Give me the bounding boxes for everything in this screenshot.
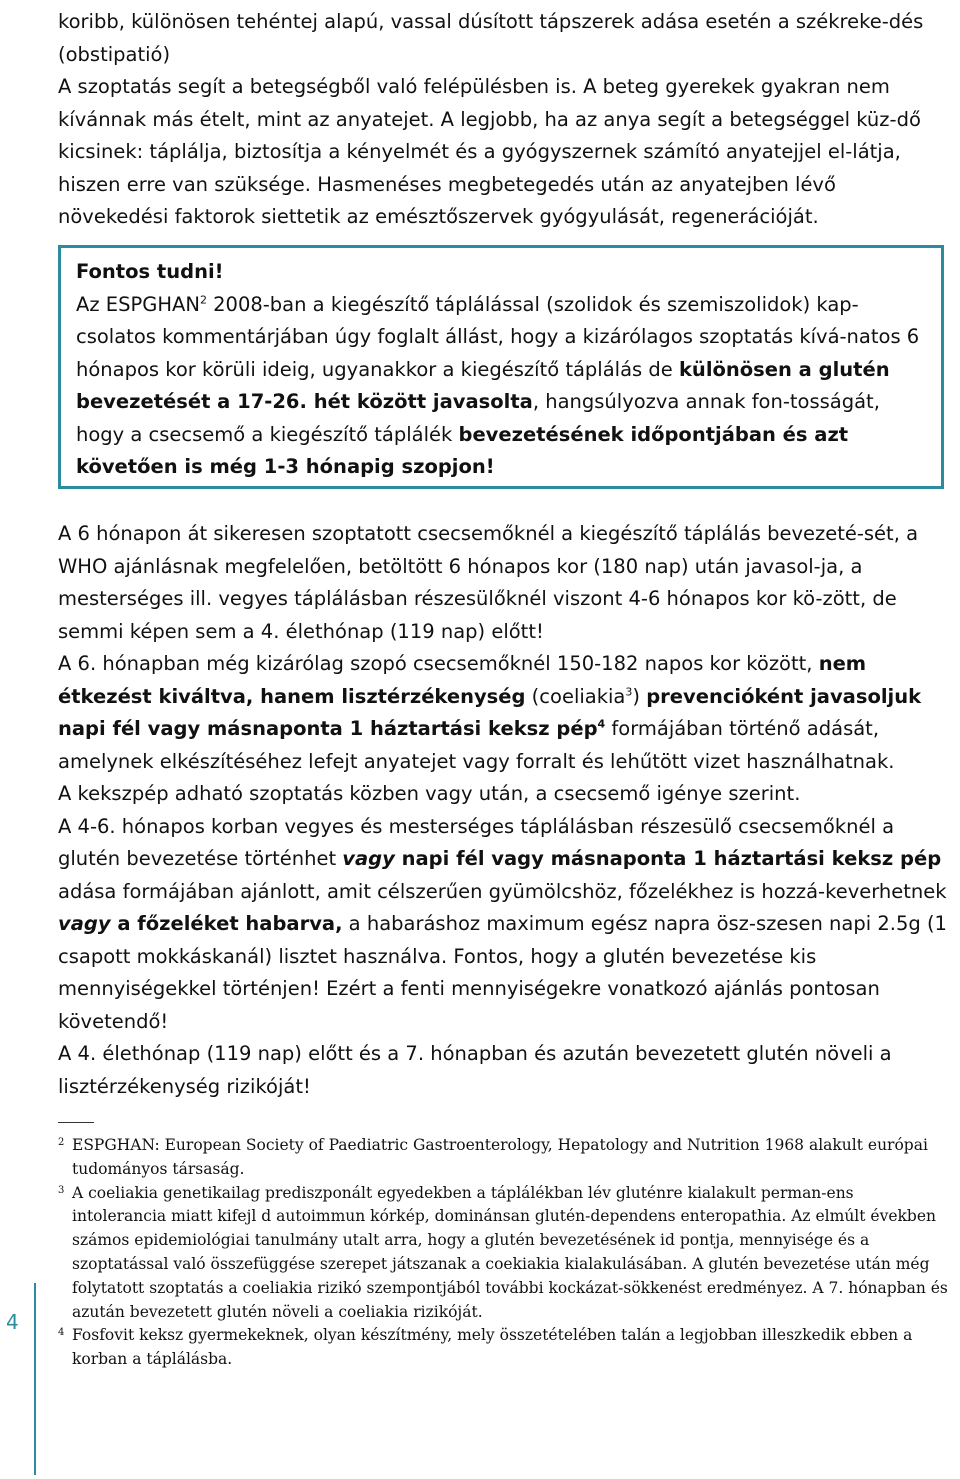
footnote-ref-3: 3 (625, 685, 633, 698)
main-paragraph-4 (58, 811, 948, 1039)
page-margin-line (34, 1283, 36, 1475)
footnote-text: Fosfovit keksz gyermekeknek, olyan készítmény, mely összetételében talán a legjobban illeszkedik ebben a korban a táplálásba. (72, 1326, 913, 1369)
main-paragraph-3: A kekszpép adható szoptatás közben vagy után, a csecsemő igénye szerint. (58, 782, 801, 805)
p4-bold-italic-2: vagy (58, 912, 111, 935)
intro-paragraph-2: A szoptatás segít a betegségből való felépülésben is. A beteg gyerekek gyakran nem kívánnak más ételt, mint az anyatejet. A legjobb, ha az anya segít a betegséggel küz-dő kicsinek: táplálja, biztosítja a kényelmét és a gyógyszernek számító anyatejjel el-látja, hiszen erre van szüksége. Hasmenéses megbetegedés után az anyatejben lévő növekedési faktorok siettetik az emésztőszervek gyógyulását, regenerációját. (58, 75, 921, 228)
footnote-item (58, 1182, 948, 1325)
footnote-item (58, 1324, 948, 1372)
main-paragraph-2 (58, 648, 948, 778)
box-text-1: Az ESPGHAN (76, 292, 200, 316)
p4-bold-italic-1: vagy (342, 847, 395, 870)
footnote-text: A coeliakia genetikailag prediszponált egyedekben a táplálékban lév gluténre kialakult perman-ens intolerancia miatt kifejl d autoimmun kórkép, dominánsan glutén-dependens enteropathia. Az elmúlt években számos epidemiológiai tanulmány utalt arra, hogy a glutén bevezetésének id pontja, mennyisége és a szoptatással való összefüggése szerepet játszanak a coekiakia kialakulásában. A glutén bevezetése után még folytatott szoptatás a coeliakia rizikó szempontjából további kockázat-sökkenést eredményez. A 7. hónapban és azután bevezetett glutén növeli a coeliakia rizikóját. (72, 1183, 948, 1321)
box-text-2: 2008-ban a kiegészítő táplálással (szolidok és szemiszolidok) kap-csolatos kommentárjában úgy foglalt állást, hogy a kizárólagos szoptatás kívá-natos 6 hónapos kor körüli ideig, ugyanakkor a kiegészítő táplálás de (76, 292, 920, 381)
p2-text-1: A 6. hónapban még kizárólag szopó csecsemőknél 150-182 napos kor között, (58, 652, 819, 675)
important-info-box (58, 245, 944, 489)
footnotes (58, 1134, 948, 1372)
p4-text-3: a habaráshoz maximum egész napra ösz-szesen napi 2.5g (1 csapott mokkáskanál) lisztet használva. Fontos, hogy a glutén bevezetése kis mennyiségekkel történjen! Ezért a fenti mennyiségekre vonatkozó ajánlás pontosan követendő! (58, 912, 947, 1033)
intro-text (58, 6, 948, 234)
p2-bold-1: nem étkezést kiváltva, hanem lisztérzékenység (58, 652, 867, 708)
p2-bold-2: prevencióként javasoljuk napi fél vagy másnaponta 1 háztartási keksz pép (58, 684, 922, 740)
footnote-number: 3 (58, 1184, 65, 1196)
footnote-divider (58, 1122, 94, 1123)
box-bold-2: bevezetésének időpontjában és azt követően is még 1-3 hónapig szopjon! (76, 422, 849, 478)
main-paragraph-5: A 4. élethónap (119 nap) előtt és a 7. hónapban és azután bevezetett glutén növeli a lisztérzékenység rizikóját! (58, 1042, 892, 1098)
box-body (76, 289, 927, 484)
p2-text-4: formájában történő adását, amelynek elkészítéséhez lefejt anyatejet vagy forralt és lehűtött vizet használhatnak. (58, 717, 895, 773)
main-text (58, 518, 948, 1103)
intro-paragraph-1: koribb, különösen tehéntej alapú, vassal dúsított tápszerek adása esetén a székreke-dés (obstipatió) (58, 10, 924, 66)
p2-text-3: ) (632, 684, 647, 708)
main-paragraph-1: A 6 hónapon át sikeresen szoptatott csecsemőknél a kiegészítő táplálás bevezeté-sét, a WHO ajánlásnak megfelelően, betöltött 6 hónapos kor (180 nap) után javasol-ja, a mesterséges ill. vegyes táplálásban részesülőknél viszont 4-6 hónapos kor kö-zött, de semmi képen sem a 4. élethónap (119 nap) előtt! (58, 522, 919, 643)
page-number: 4 (6, 1310, 19, 1334)
footnote-number: 2 (58, 1137, 65, 1148)
footnote-text: ESPGHAN: European Society of Paediatric Gastroenterology, Hepatology and Nutrition 1968 alakult európai tudományos társaság. (72, 1136, 928, 1178)
footnote-ref-2: 2 (199, 293, 207, 306)
footnote-number: 4 (58, 1327, 65, 1339)
p2-text-2: (coeliakia (525, 684, 626, 708)
p4-text-2: adása formájában ajánlott, amit célszerűen gyümölcshöz, főzelékhez is hozzá-keverhetnek (58, 879, 947, 903)
footnote-item (58, 1134, 948, 1182)
p4-bold-2: a főzeléket habarva, (110, 912, 343, 935)
p4-bold-1: napi fél vagy másnaponta 1 háztartási keksz pép (394, 847, 942, 870)
p4-text-1: A 4-6. hónapos korban vegyes és mesterséges táplálásban részesülő csecsemőknél a glutén bevezetése történhet (58, 814, 895, 870)
box-title: Fontos tudni! (76, 260, 224, 283)
box-text-3: , hangsúlyozva annak fon-tosságát, hogy a csecsemő a kiegészítő táplálék (76, 390, 880, 446)
box-bold-1: különösen a glutén bevezetését a 17-26. hét között javasolta (76, 357, 890, 413)
footnote-ref-4: 4 (597, 717, 606, 731)
